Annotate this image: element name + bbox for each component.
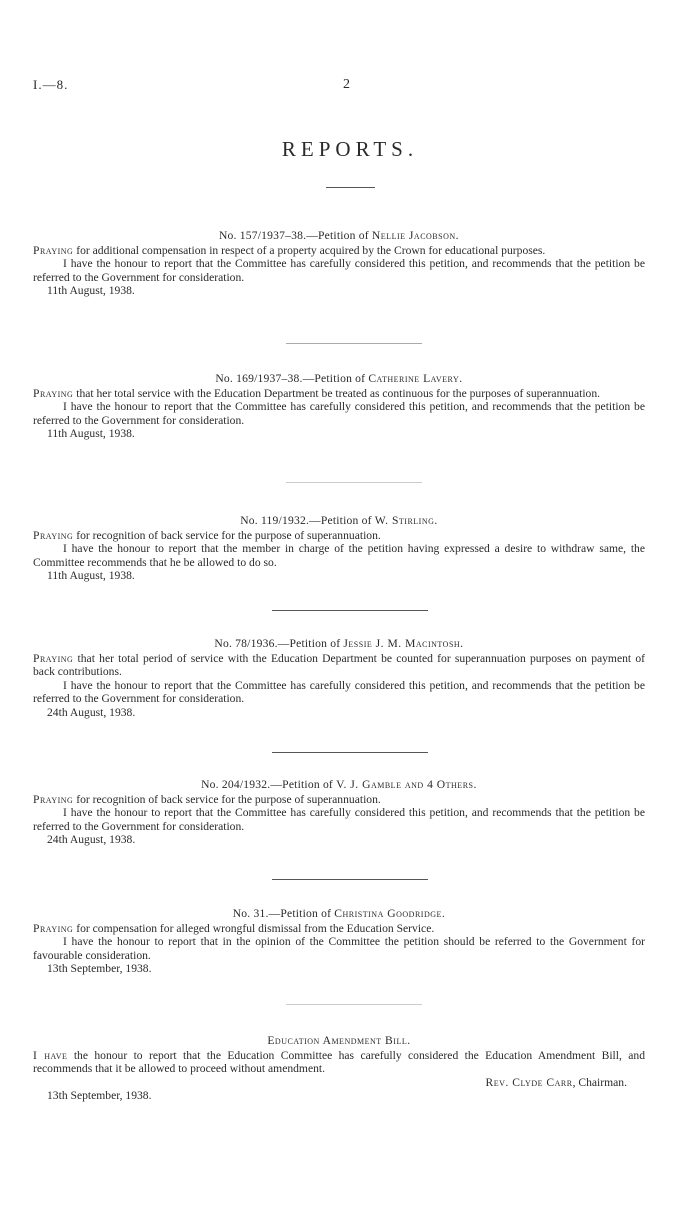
- petition-heading: [33, 907, 645, 921]
- petition-entry: [33, 229, 645, 298]
- page-number: 2: [343, 77, 350, 92]
- report-date: 11th August, 1938.: [47, 284, 135, 298]
- petition-number: No. 157/1937–38.—Petition of: [218, 229, 372, 242]
- praying-text: that her total service with the Education Department be treated as continuous for the purposes of superannuation.: [73, 386, 601, 400]
- praying-text: for recognition of back service for the purpose of superannuation.: [73, 528, 381, 542]
- bill-report: [33, 1034, 645, 1103]
- section-divider: [272, 879, 428, 880]
- committee-report: I have the honour to report that the Committee has carefully considered this petition, and recommends that the petition be referred to the Government for consideration.: [33, 806, 645, 833]
- praying-text: for additional compensation in respect of a property acquired by the Crown for educational purposes.: [73, 243, 546, 257]
- petition-number: No. 119/1932.—Petition of: [240, 514, 375, 527]
- petition-entry: [33, 372, 645, 441]
- petition-heading: [33, 229, 645, 243]
- bill-report-text: [33, 1049, 645, 1076]
- signatory-title: , Chairman.: [572, 1075, 627, 1089]
- petition-entry: [33, 778, 645, 847]
- bill-report-body: the honour to report that the Education Committee has carefully considered the Education Amendment Bill, and recommends that it be allowed to proceed without amendment.: [33, 1048, 645, 1076]
- petition-entry: [33, 637, 645, 720]
- section-divider: [272, 752, 428, 753]
- petition-heading: [33, 778, 645, 792]
- praying-text: for recognition of back service for the purpose of superannuation.: [73, 792, 381, 806]
- praying-text: that her total period of service with the Education Department be counted for superannuation purposes on payment of back contributions.: [33, 651, 645, 679]
- report-date: 11th August, 1938.: [47, 569, 135, 583]
- petition-prayer: [33, 922, 645, 936]
- petition-entry: [33, 514, 645, 583]
- petition-number: No. 31.—Petition of: [232, 907, 335, 920]
- petitioner-name: Catherine Lavery.: [368, 372, 463, 385]
- petition-entry: [33, 907, 645, 976]
- petition-number: No. 169/1937–38.—Petition of: [215, 372, 369, 385]
- section-divider: [286, 1004, 422, 1005]
- committee-report: I have the honour to report that the Committee has carefully considered this petition, and recommends that the petition be referred to the Government for consideration.: [33, 678, 645, 706]
- committee-report: I have the honour to report that in the opinion of the Committee the petition should be referred to the Government for favourable consideration.: [33, 935, 645, 962]
- document-reference: I.—8.: [33, 77, 69, 92]
- petition-prayer: [33, 244, 645, 258]
- committee-report: I have the honour to report that the Committee has carefully considered this petition, and recommends that the petition be referred to the Government for consideration.: [33, 257, 645, 284]
- petition-prayer: [33, 793, 645, 807]
- petition-heading: [33, 637, 645, 651]
- page-title: REPORTS.: [281, 137, 419, 161]
- section-divider: [272, 610, 428, 611]
- chairman-signature: [33, 1076, 645, 1090]
- committee-report: I have the honour to report that the Committee has carefully considered this petition, and recommends that the petition be referred to the Government for consideration.: [33, 400, 645, 427]
- praying-label: Praying: [33, 921, 74, 935]
- petitioner-name: V. J. Gamble and 4 Others.: [336, 778, 477, 791]
- petitioner-name: Jessie J. M. Macintosh.: [343, 637, 464, 650]
- praying-label: Praying: [33, 386, 74, 400]
- signatory-name: Rev. Clyde Carr: [485, 1075, 573, 1089]
- bill-report-opening: I have: [33, 1048, 68, 1062]
- petitioner-name: Nellie Jacobson.: [371, 229, 460, 242]
- petitioner-name: Christina Goodridge.: [334, 907, 446, 920]
- petition-heading: [33, 514, 645, 528]
- report-date: 13th September, 1938.: [47, 1089, 152, 1103]
- praying-label: Praying: [33, 528, 74, 542]
- praying-text: for compensation for alleged wrongful dismissal from the Education Service.: [73, 921, 435, 935]
- report-date: 24th August, 1938.: [47, 705, 136, 719]
- title-rule: [326, 187, 375, 188]
- bill-heading: Education Amendment Bill.: [267, 1034, 411, 1047]
- report-date: 24th August, 1938.: [47, 833, 136, 847]
- section-divider: [286, 343, 422, 344]
- petition-prayer: [33, 529, 645, 543]
- petition-number: No. 78/1936.—Petition of: [214, 637, 344, 650]
- section-divider: [286, 482, 422, 483]
- petition-number: No. 204/1932.—Petition of: [201, 778, 337, 791]
- petition-prayer: [33, 387, 645, 401]
- praying-label: Praying: [33, 243, 74, 257]
- report-date: 13th September, 1938.: [47, 962, 152, 976]
- committee-report: I have the honour to report that the member in charge of the petition having expressed a desire to withdraw same, the Committee recommends that he be allowed to do so.: [33, 542, 645, 569]
- petitioner-name: W. Stirling.: [374, 514, 438, 527]
- petition-heading: [33, 372, 645, 386]
- praying-label: Praying: [33, 792, 74, 806]
- report-date: 11th August, 1938.: [47, 427, 135, 441]
- petition-prayer: [33, 652, 645, 679]
- praying-label: Praying: [33, 651, 74, 665]
